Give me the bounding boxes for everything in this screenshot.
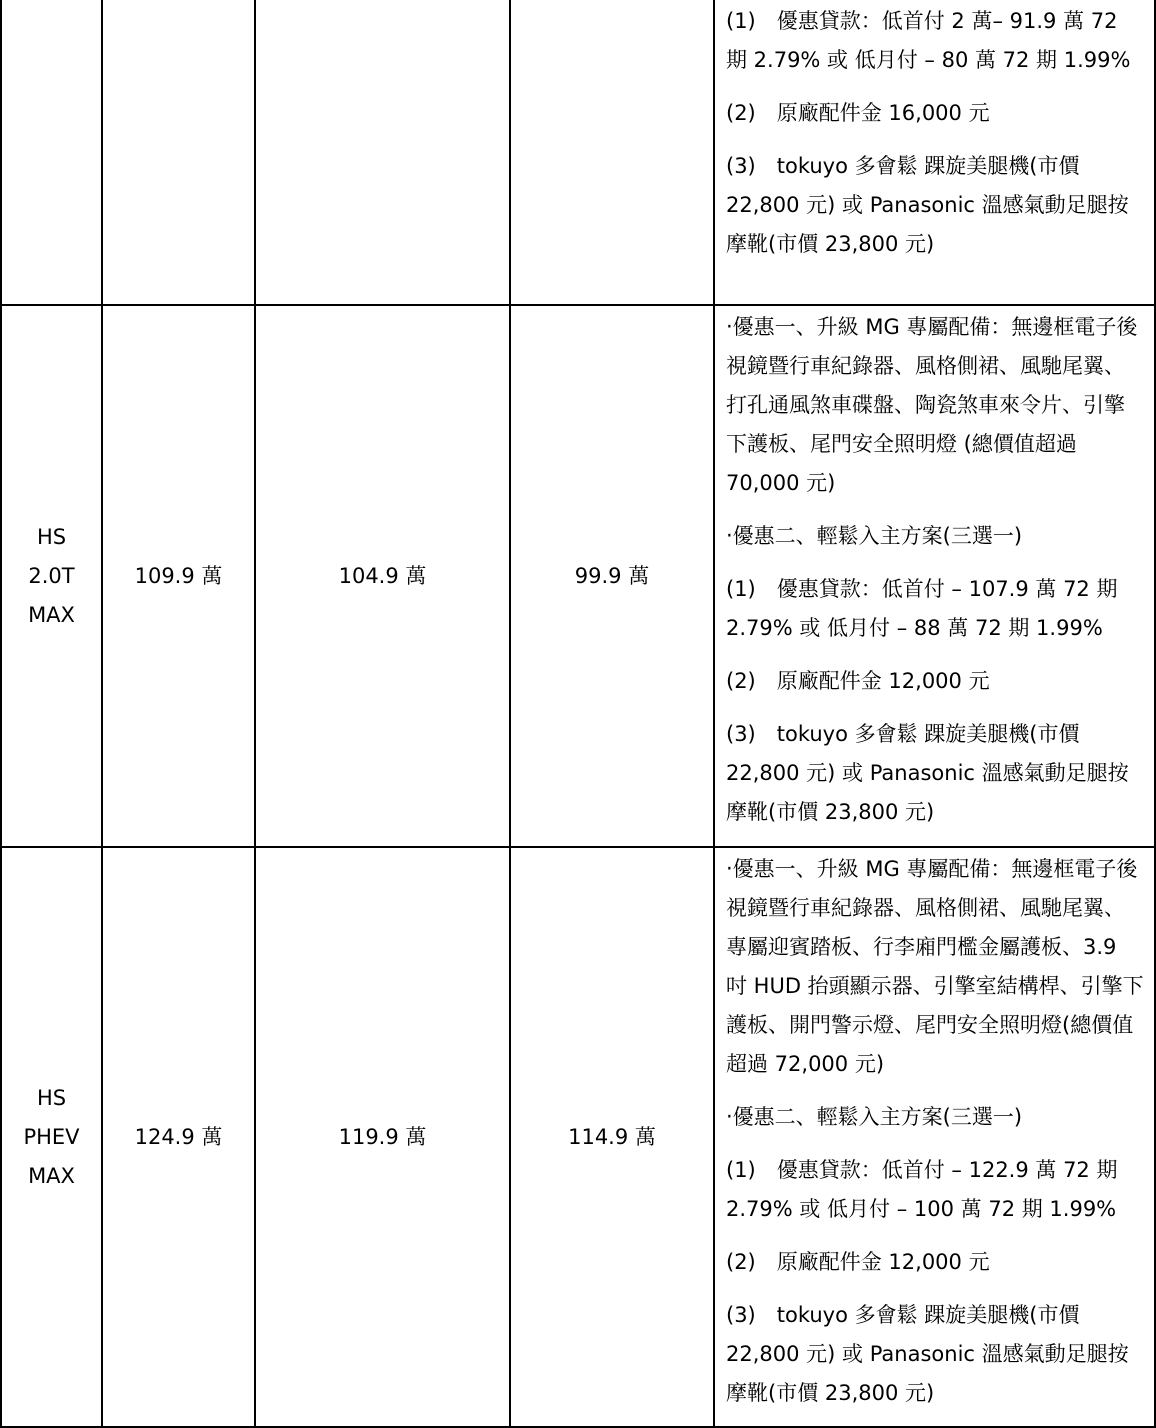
model-name-line: MAX (28, 1163, 75, 1188)
price-cell: 114.9 萬 (510, 847, 714, 1427)
offer-paragraph: (2) 原廠配件金 16,000 元 (726, 101, 990, 125)
offer-paragraph: ‧優惠一、升級 MG 專屬配備：無邊框電子後視鏡暨行車紀錄器、風格側裙、風馳尾翼、打孔通風煞車碟盤、陶瓷煞車來令片、引擎下護板、尾門安全照明燈 (總價值超過 70,000 元) (726, 315, 1138, 495)
model-cell (1, 0, 102, 305)
offer-cell (714, 847, 1155, 1427)
model-name-line: MAX (28, 602, 75, 627)
price-cell: 109.9 萬 (102, 305, 255, 847)
price-cell: 104.9 萬 (255, 305, 510, 847)
offer-paragraph: ‧優惠一、升級 MG 專屬配備：無邊框電子後視鏡暨行車紀錄器、風格側裙、風馳尾翼、專屬迎賓踏板、行李廂門檻金屬護板、3.9 吋 HUD 抬頭顯示器、引擎室結構桿、引擎下護板、開門警示燈、尾門安全照明燈(總價值超過 72,000 元) (726, 857, 1144, 1076)
offer-cell (714, 305, 1155, 847)
model-name-line: HS (36, 524, 67, 549)
offer-paragraph: (2) 原廠配件金 12,000 元 (726, 669, 990, 693)
model-cell (1, 847, 102, 1427)
offer-paragraph: (3) tokuyo 多會鬆 踝旋美腿機(市價 22,800 元) 或 Panasonic 溫感氣動足腿按摩靴(市價 23,800 元) (726, 722, 1129, 824)
model-cell (1, 305, 102, 847)
table-row (1, 847, 1155, 1427)
model-name-line: PHEV (23, 1124, 80, 1149)
price-cell: 124.9 萬 (102, 847, 255, 1427)
offer-paragraph: ‧優惠二、輕鬆入主方案(三選一) (726, 1105, 1023, 1129)
model-name-line: 2.0T (28, 563, 75, 588)
price-cell (102, 0, 255, 305)
table-row (1, 305, 1155, 847)
offer-paragraph: ‧優惠二、輕鬆入主方案(三選一) (726, 524, 1023, 548)
price-cell: 119.9 萬 (255, 847, 510, 1427)
price-cell (255, 0, 510, 305)
offer-cell (714, 0, 1155, 305)
table-row (1, 0, 1155, 305)
offer-paragraph: (2) 原廠配件金 12,000 元 (726, 1250, 990, 1274)
price-cell (510, 0, 714, 305)
offer-paragraph: (1) 優惠貸款：低首付 2 萬– 91.9 萬 72 期 2.79% 或 低月付 – 80 萬 72 期 1.99% (726, 9, 1131, 72)
offer-paragraph: (1) 優惠貸款：低首付 – 107.9 萬 72 期 2.79% 或 低月付 – 88 萬 72 期 1.99% (726, 577, 1118, 640)
offer-paragraph: (3) tokuyo 多會鬆 踝旋美腿機(市價 22,800 元) 或 Panasonic 溫感氣動足腿按摩靴(市價 23,800 元) (726, 154, 1129, 256)
price-cell: 99.9 萬 (510, 305, 714, 847)
offer-paragraph: (3) tokuyo 多會鬆 踝旋美腿機(市價 22,800 元) 或 Panasonic 溫感氣動足腿按摩靴(市價 23,800 元) (726, 1303, 1129, 1405)
model-name-line: HS (36, 1085, 67, 1110)
offer-paragraph: (1) 優惠貸款：低首付 – 122.9 萬 72 期 2.79% 或 低月付 – 100 萬 72 期 1.99% (726, 1158, 1118, 1221)
